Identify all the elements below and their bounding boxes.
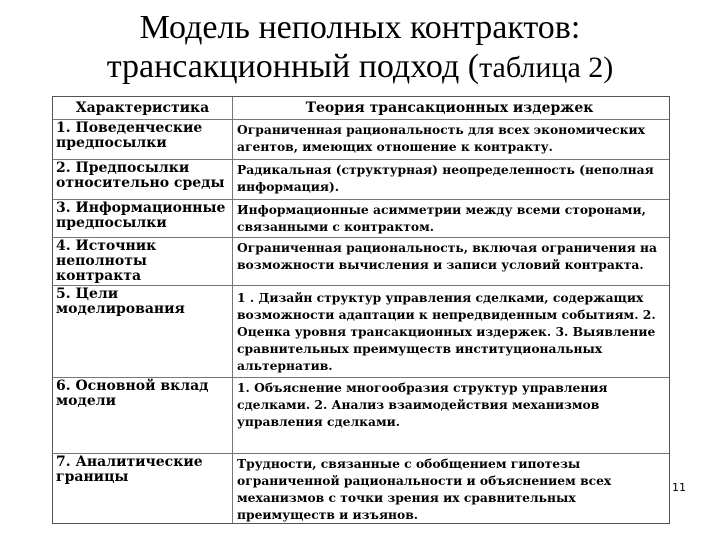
row-content: Ограниченная рациональность, включая ограничения на возможности вычисления и записи условий контракта.	[237, 240, 658, 272]
table-row	[53, 285, 669, 377]
comparison-table	[52, 96, 670, 524]
table-row	[53, 453, 669, 523]
title-line-2-table-ref: таблица 2)	[479, 51, 614, 84]
title-line-1: Модель неполных контрактов:	[139, 9, 581, 46]
row-label: 3. Информационные предпосылки	[53, 200, 233, 237]
row-content: 1 . Дизайн структур управления сделками, содержащих возможности адаптации к непредвиденным событиям. 2. Оценка уровня трансакционных издержек. 3. Выявление сравнительных преимуществ институциональных альтернатив.	[237, 290, 656, 373]
page-number: 11	[672, 481, 686, 494]
row-label: 7. Аналитические границы	[53, 454, 233, 523]
row-label: 2. Предпосылки относительно среды	[53, 160, 233, 199]
table-row	[53, 199, 669, 237]
row-content: Ограниченная рациональность для всех экономических агентов, имеющих отношение к контракту.	[237, 122, 645, 154]
row-content: 1. Объяснение многообразия структур управления сделками. 2. Анализ взаимодействия механизмов управления сделками.	[237, 380, 608, 429]
slide-title	[0, 8, 720, 87]
row-label: 5. Цели моделирования	[53, 286, 233, 377]
header-theory: Теория трансакционных издержек	[305, 100, 594, 116]
table-row	[53, 237, 669, 285]
row-label: 6. Основной вклад модели	[53, 378, 233, 453]
row-label: 1. Поведенческие предпосылки	[53, 120, 233, 159]
table-row	[53, 119, 669, 159]
row-content: Радикальная (структурная) неопределенность (неполная информация).	[237, 162, 654, 194]
title-line-2: трансакционный подход (	[106, 48, 480, 85]
table-row	[53, 377, 669, 453]
row-content: Информационные асимметрии между всеми сторонами, связанными с контрактом.	[237, 202, 646, 234]
row-label: 4. Источник неполноты контракта	[53, 238, 233, 285]
table-row	[53, 159, 669, 199]
header-characteristic: Характеристика	[53, 97, 233, 119]
row-content: Трудности, связанные с обобщением гипотезы ограниченной рациональности и объяснением всех механизмов с точки зрения их сравнительных преимуществ и изъянов.	[237, 456, 612, 522]
table-header-row	[53, 97, 669, 119]
